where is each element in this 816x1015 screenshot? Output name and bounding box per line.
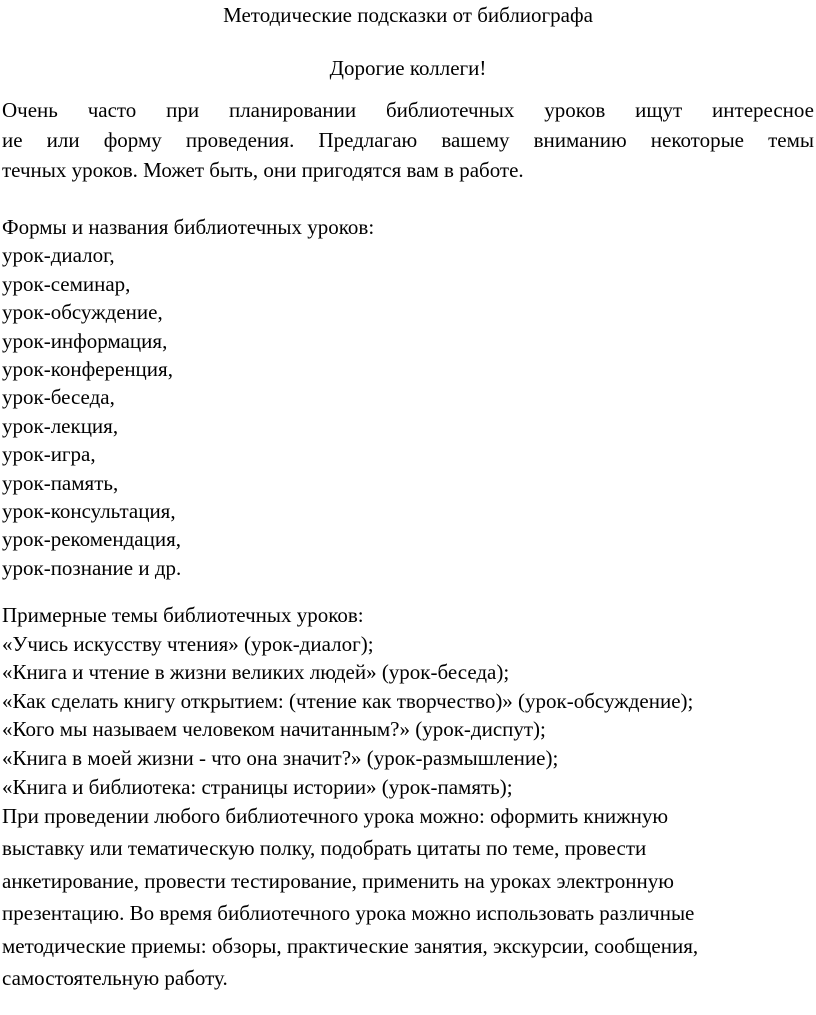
lesson-topics-heading: Примерные темы библиотечных уроков: — [2, 603, 364, 627]
closing-paragraph-line: анкетирование, провести тестирование, применить на уроках электронную — [2, 868, 674, 893]
list-item: урок-игра, — [2, 442, 96, 467]
list-item: урок-информация, — [2, 328, 168, 353]
closing-paragraph-line: презентацию. Во время библиотечного урока можно использовать различные — [2, 901, 695, 926]
list-item: урок-память, — [2, 470, 119, 495]
greeting: Дорогие коллеги! — [329, 56, 487, 80]
list-item: «Как сделать книгу открытием: (чтение как творчество)» (урок-обсуждение); — [2, 688, 694, 713]
list-item: «Учись искусству чтения» (урок-диалог); — [2, 631, 374, 656]
closing-paragraph — [2, 800, 814, 994]
list-item: «Книга и чтение в жизни великих людей» (урок-беседа); — [2, 660, 510, 685]
lesson-forms-list — [2, 213, 814, 582]
list-item: урок-семинар, — [2, 271, 131, 296]
list-item: «Книга и библиотека: страницы истории» (урок-память); — [2, 774, 513, 799]
intro-paragraph-line: течных уроков. Может быть, они пригодятся вам в работе. — [2, 158, 524, 182]
list-item: урок-лекция, — [2, 413, 119, 438]
closing-paragraph-line: выставку или тематическую полку, подобрать цитаты по теме, провести — [2, 836, 647, 861]
lesson-topics-list — [2, 601, 814, 801]
intro-paragraph-line: Очень часто при планировании библиотечных уроков ищут интересное — [2, 98, 814, 122]
closing-paragraph-line: самостоятельную работу. — [2, 966, 228, 991]
list-item: «Книга в моей жизни - что она значит?» (урок-размышление); — [2, 745, 559, 770]
document-title: Методические подсказки от библиографа — [223, 3, 593, 27]
list-item: урок-обсуждение, — [2, 300, 163, 325]
list-item: урок-конференция, — [2, 357, 173, 382]
list-item: урок-консультация, — [2, 499, 176, 524]
list-item: «Кого мы называем человеком начитанным?» (урок-диспут); — [2, 717, 546, 742]
list-item: урок-диалог, — [2, 243, 115, 268]
closing-paragraph-line: методические приемы: обзоры, практические занятия, экскурсии, сообщения, — [2, 933, 699, 958]
intro-paragraph-line: ие или форму проведения. Предлагаю вашему вниманию некоторые темы — [2, 128, 814, 152]
closing-paragraph-line: При проведении любого библиотечного урока можно: оформить книжную — [2, 804, 669, 828]
list-item: урок-беседа, — [2, 385, 115, 410]
list-item: урок-рекомендация, — [2, 527, 181, 552]
list-item: урок-познание и др. — [2, 555, 182, 580]
lesson-forms-heading: Формы и названия библиотечных уроков: — [2, 215, 375, 239]
